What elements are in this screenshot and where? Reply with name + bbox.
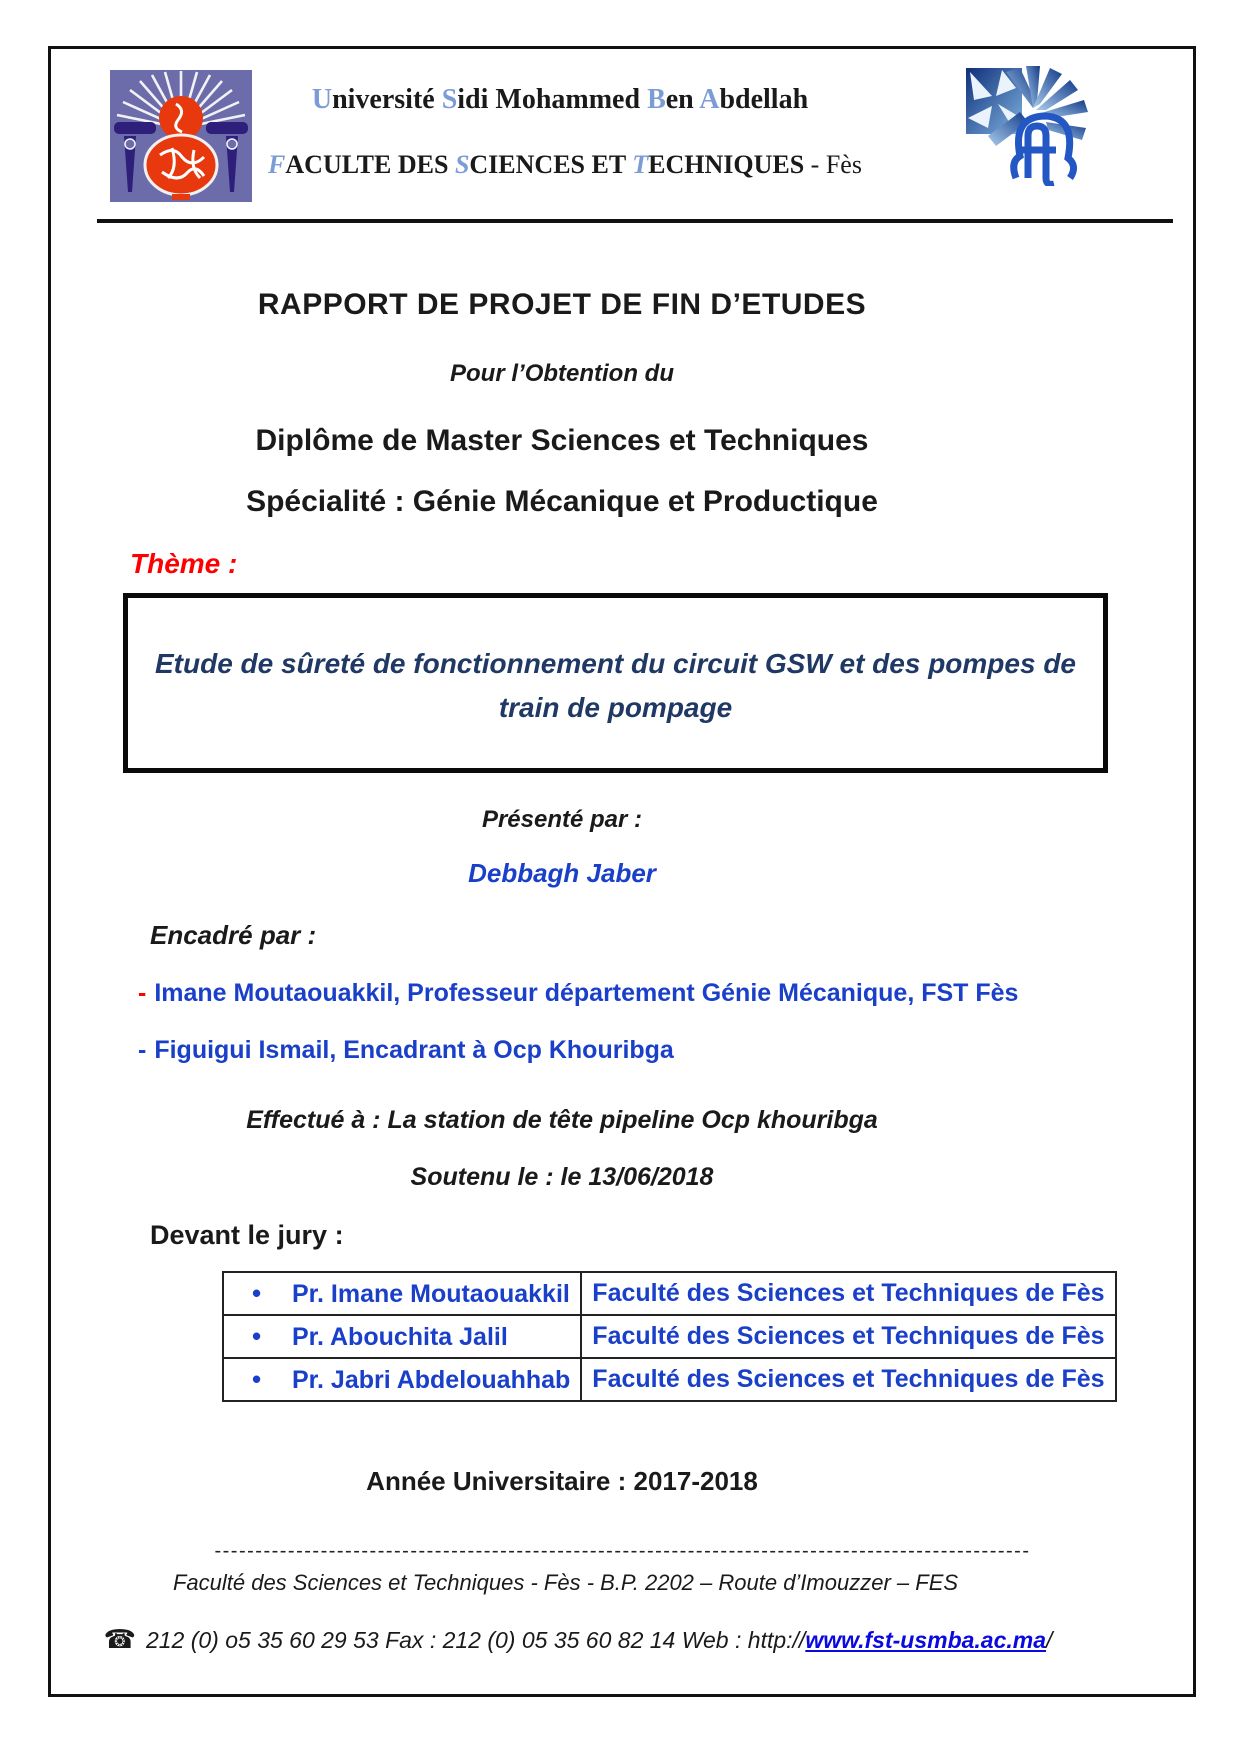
- list-dash: -: [138, 1036, 147, 1064]
- faculty-initial: S: [454, 150, 470, 179]
- university-initial: B: [647, 84, 666, 115]
- fst-fes-logo: [958, 66, 1108, 186]
- university-initial: U: [311, 84, 333, 115]
- list-dash: -: [138, 979, 147, 1007]
- university-initial: A: [699, 84, 720, 115]
- footer-address: Faculté des Sciences et Techniques - Fès - B.P. 2202 – Route d’Imouzzer – FES: [172, 1570, 959, 1595]
- table-row: [223, 1272, 1116, 1315]
- faculty-name: [215, 150, 915, 180]
- jury-member-cell: [223, 1272, 581, 1315]
- bullet-icon: •: [252, 1364, 262, 1394]
- footer-phone-fax: 212 (0) o5 35 60 29 53 Fax : 212 (0) 05 35 60 82 14 Web : http://: [145, 1627, 806, 1653]
- university-name-part: niversité: [332, 84, 442, 115]
- supervisor-name: Figuigui Ismail, Encadrant à Ocp Khouribga: [154, 1036, 674, 1064]
- table-row: [223, 1315, 1116, 1358]
- university-initial: S: [441, 84, 458, 115]
- bullet-icon: •: [252, 1321, 262, 1351]
- faculty-city: - Fès: [804, 150, 862, 179]
- faculty-name-part: ECHNIQUES: [648, 150, 805, 179]
- jury-affiliation-cell: Faculté des Sciences et Techniques de Fès: [581, 1272, 1115, 1315]
- jury-affiliation-cell: Faculté des Sciences et Techniques de Fès: [581, 1358, 1115, 1401]
- jury-label: Devant le jury :: [150, 1220, 344, 1250]
- university-name-part: bdellah: [719, 84, 809, 115]
- defense-date: Soutenu le : le 13/06/2018: [410, 1163, 714, 1191]
- usmba-emblem-graphic: [110, 70, 252, 202]
- telephone-icon: ☎: [103, 1624, 136, 1654]
- jury-member-cell: [223, 1358, 581, 1401]
- degree-title: Diplôme de Master Sciences et Techniques: [255, 424, 869, 457]
- jury-member-name: Pr. Jabri Abdelouahhab: [292, 1366, 571, 1394]
- header-divider: [97, 219, 1173, 223]
- supervisor-name: Imane Moutaouakkil, Professeur département Génie Mécanique, FST Fès: [154, 979, 1019, 1007]
- theme-box: [123, 593, 1108, 773]
- jury-member-name: Pr. Imane Moutaouakkil: [292, 1280, 570, 1308]
- theme-title-text: Etude de sûreté de fonctionnement du circuit GSW et des pompes de train de pompage: [154, 648, 1077, 724]
- jury-table: [222, 1271, 1117, 1402]
- fst-logo-graphic: [958, 66, 1108, 186]
- faculty-name-part: ACULTE DES: [285, 150, 455, 179]
- supervised-by-label: Encadré par :: [150, 920, 317, 950]
- jury-affiliation-cell: Faculté des Sciences et Techniques de Fès: [581, 1315, 1115, 1358]
- obtention-subtitle: Pour l’Obtention du: [450, 360, 674, 387]
- university-name-part: idi Mohammed: [457, 84, 648, 115]
- internship-location: Effectué à : La station de tête pipeline Ocp khouribga: [246, 1106, 878, 1134]
- faculty-initial: T: [632, 150, 649, 179]
- faculty-name-part: CIENCES ET: [469, 150, 633, 179]
- university-name-part: en: [665, 84, 700, 115]
- faculty-initial: F: [268, 150, 286, 179]
- author-name: Debbagh Jaber: [468, 858, 656, 888]
- speciality-title: Spécialité : Génie Mécanique et Productique: [246, 485, 878, 518]
- supervisor-line: [138, 1036, 674, 1065]
- report-title: RAPPORT DE PROJET DE FIN D’ETUDES: [257, 288, 867, 321]
- website-link[interactable]: www.fst-usmba.ac.ma: [805, 1627, 1047, 1653]
- university-name: [240, 84, 880, 116]
- footer-dashed-separator: ----------------------------------------------------------------------------------------------------: [214, 1540, 1031, 1562]
- academic-year: Année Universitaire : 2017-2018: [366, 1466, 758, 1496]
- supervisor-line: [138, 979, 1018, 1008]
- footer-contact-line: [48, 1624, 1108, 1655]
- jury-member-name: Pr. Abouchita Jalil: [292, 1323, 508, 1351]
- table-row: [223, 1358, 1116, 1401]
- usmba-university-emblem-logo: [110, 70, 252, 202]
- website-suffix: /: [1046, 1627, 1053, 1653]
- jury-member-cell: [223, 1315, 581, 1358]
- presented-by-label: Présenté par :: [481, 806, 643, 833]
- theme-label: Thème :: [130, 548, 238, 579]
- bullet-icon: •: [252, 1278, 262, 1308]
